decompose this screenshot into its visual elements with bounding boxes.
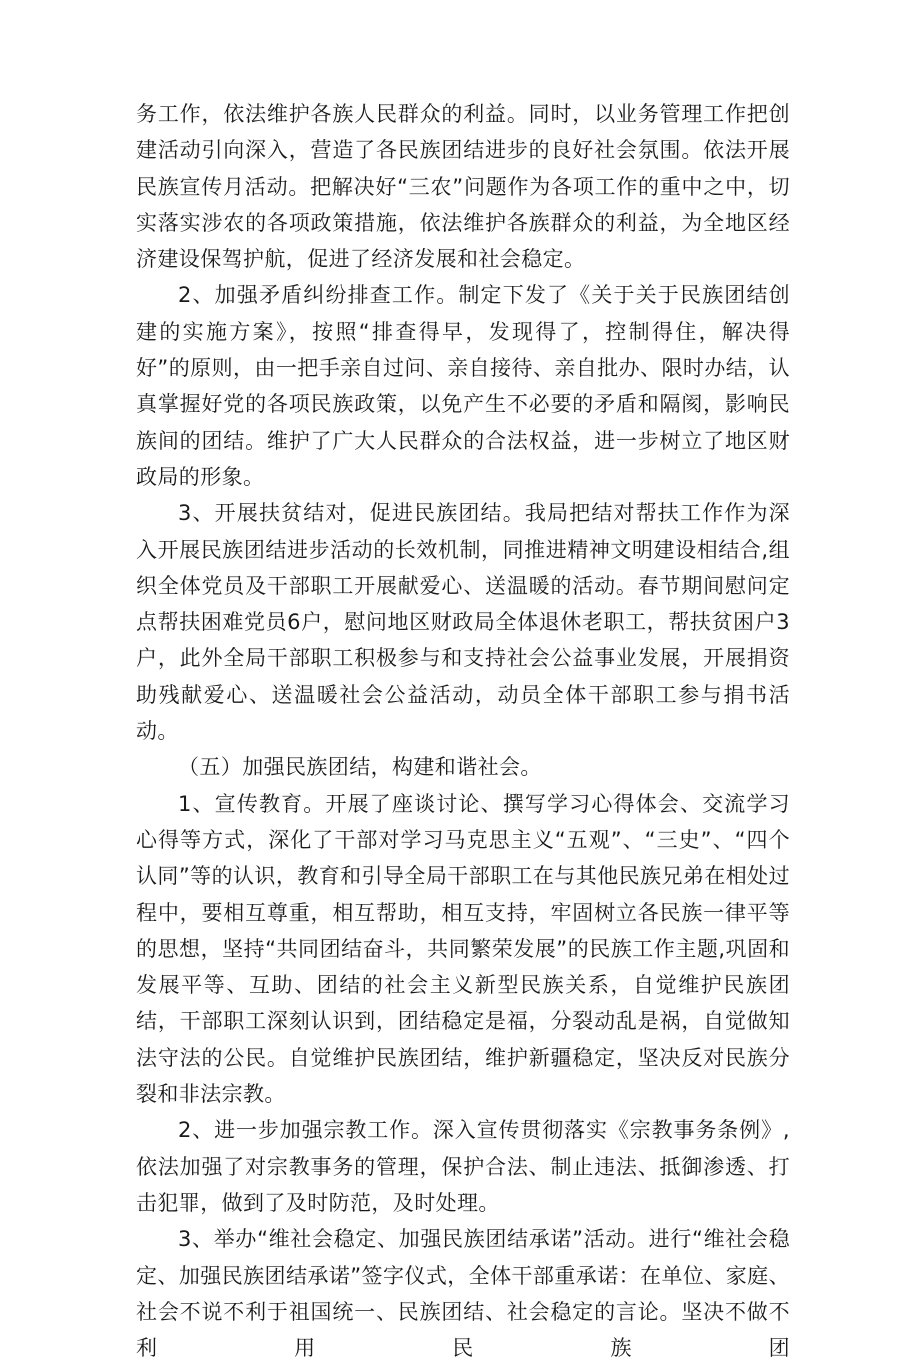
- document-body: [136, 96, 790, 1366]
- section-heading-five: （五）加强民族团结，构建和谐社会。: [178, 755, 542, 780]
- paragraph-religious-affairs: 2、进一步加强宗教工作。深入宣传贯彻落实《宗教事务条例》,依法加强了对宗教事务的管理，保护合法、制止违法、抵御渗透、打击犯罪，做到了及时防范，及时处理。: [136, 1118, 790, 1215]
- paragraph-publicity-education: 1、宣传教育。开展了座谈讨论、撰写学习心得体会、交流学习心得等方式，深化了干部对学习马克思主义“五观”、“三史”、“四个认同”等的认识，教育和引导全局干部职工在与其他民族兄弟在相处过程中，要相互尊重，相互帮助，相互支持，牢固树立各民族一律平等的思想，坚持“共同团结奋斗，共同繁荣发展”的民族工作主题,巩固和发展平等、互助、团结的社会主义新型民族关系，自觉维护民族团结，干部职工深刻认识到，团结稳定是福，分裂动乱是祸，自觉做知法守法的公民。自觉维护民族团结，维护新疆稳定，坚决反对民族分裂和非法宗教。: [136, 791, 790, 1107]
- paragraph-poverty-assistance: 3、开展扶贫结对，促进民族团结。我局把结对帮扶工作作为深入开展民族团结进步活动的长效机制，同推进精神文明建设相结合,组织全体党员及干部职工开展献爱心、送温暖的活动。春节期间慰问定点帮扶困难党员6户，慰问地区财政局全体退休老职工，帮扶贫困户3户，此外全局干部职工积极参与和支持社会公益事业发展，开展捐资助残献爱心、送温暖社会公益活动，动员全体干部职工参与捐书活动。: [136, 501, 790, 744]
- paragraph-continuation: 务工作，依法维护各族人民群众的利益。同时，以业务管理工作把创建活动引向深入，营造了各民族团结进步的良好社会氛围。依法开展民族宣传月活动。把解决好“三农”问题作为各项工作的重中之中，切实落实涉农的各项政策措施，依法维护各族群众的利益，为全地区经济建设保驾护航，促进了经济发展和社会稳定。: [136, 102, 790, 272]
- paragraph-conflict-mediation: 2、加强矛盾纠纷排查工作。制定下发了《关于关于民族团结创建的实施方案》，按照“排查得早，发现得了，控制得住，解决得好”的原则，由一把手亲自过问、亲自接待、亲自批办、限时办结，认真掌握好党的各项民族政策，以免产生不必要的矛盾和隔阂，影响民族间的团结。维护了广大人民群众的合法权益，进一步树立了地区财政局的形象。: [136, 283, 790, 489]
- paragraph-commitment-activity: 3、举办“维社会稳定、加强民族团结承诺”活动。进行“维社会稳定、加强民族团结承诺”签字仪式，全体干部重承诺：在单位、家庭、社会不说不利于祖国统一、民族团结、社会稳定的言论。坚决不做不利用民族团: [136, 1227, 790, 1361]
